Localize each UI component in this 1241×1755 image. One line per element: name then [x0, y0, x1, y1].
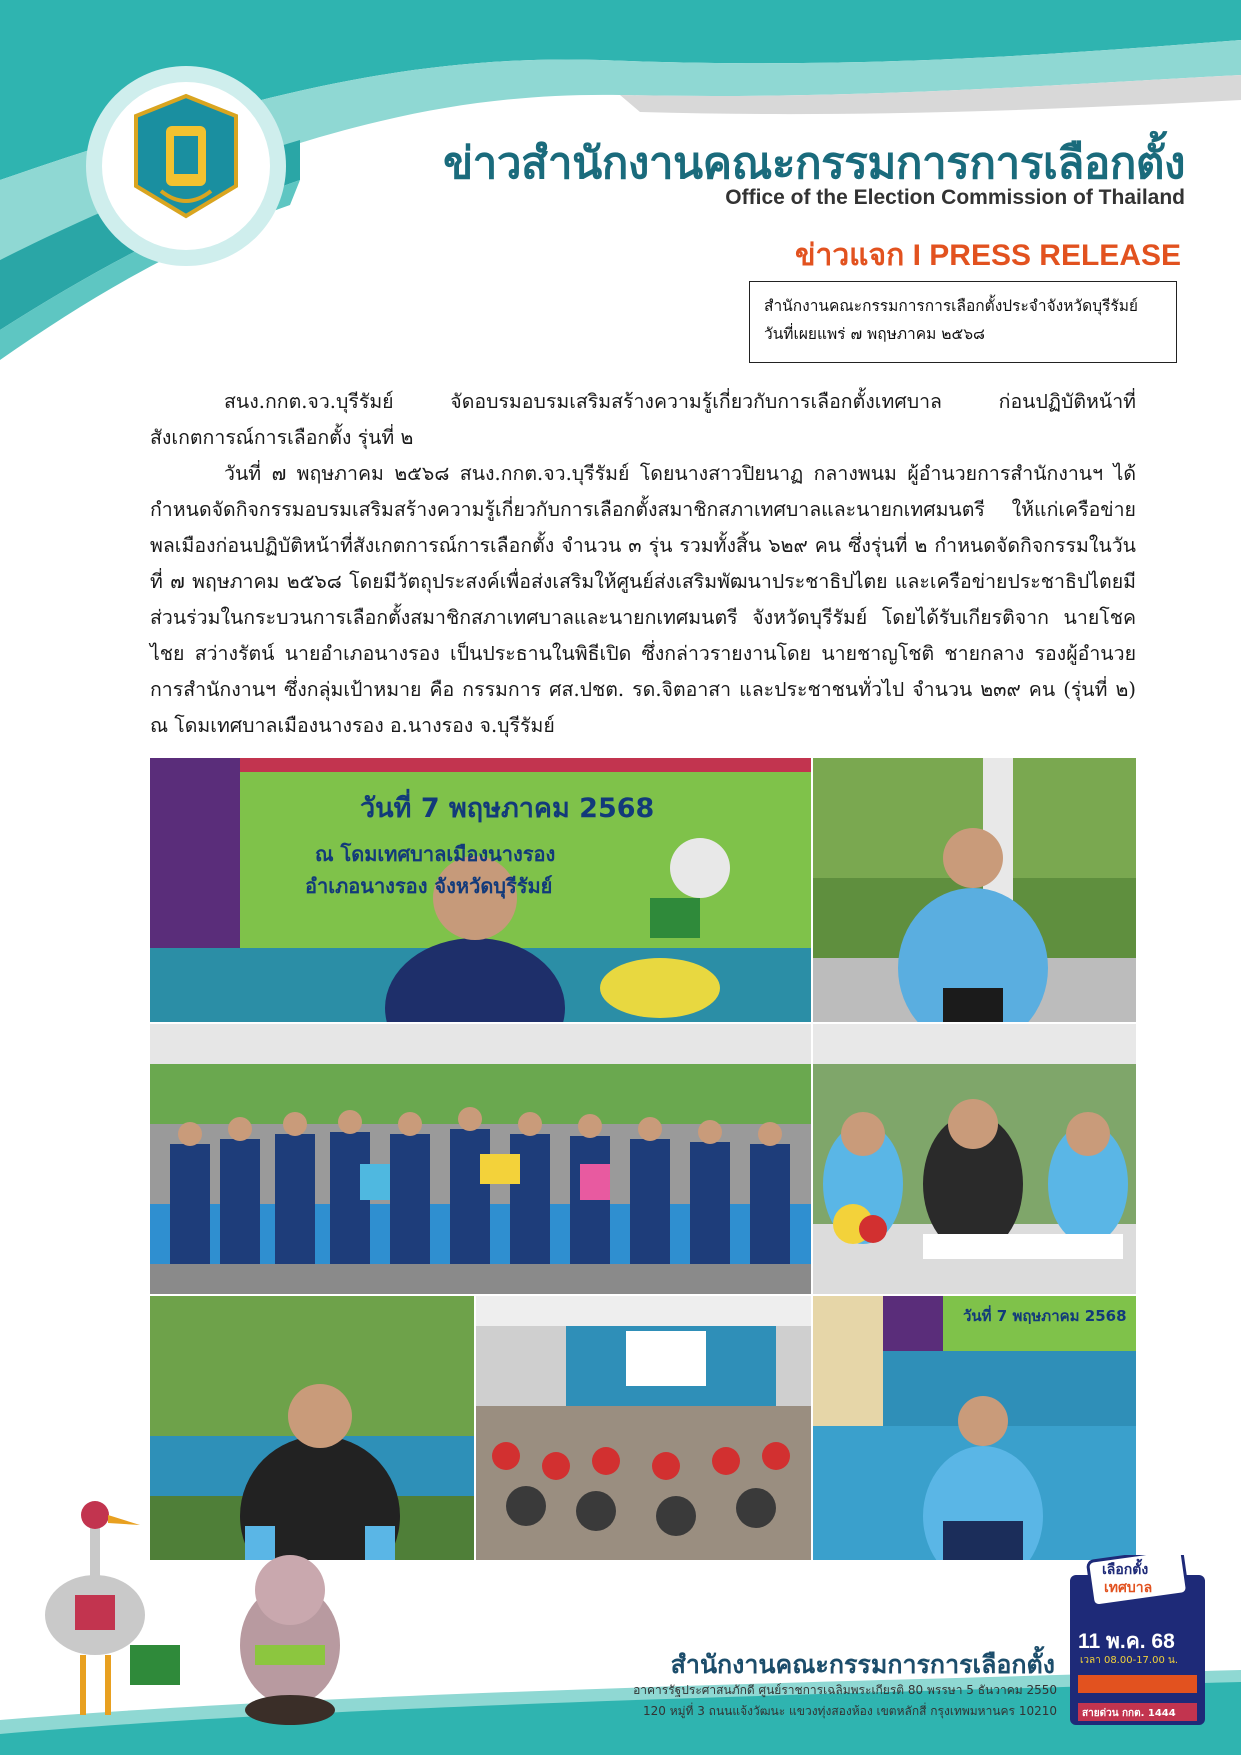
article-headline: สนง.กกต.จว.บุรีรัมย์ จัดอบรมอบรมเสริมสร้างความรู้เกี่ยวกับการเลือกตั้งเทศบาล ก่อนปฏิบัติหน้าที่สังเกตการณ์การเลือกตั้ง รุ่นที่ ๒	[150, 390, 1136, 449]
article-paragraph: วันที่ ๗ พฤษภาคม ๒๕๖๘ สนง.กกต.จว.บุรีรัมย์ โดยนางสาวปิยนาฏ กลางพนม ผู้อำนวยการสำนักงานฯ ได้กำหนดจัดกิจกรรมอบรมเสริมสร้างความรู้เกี่ยวกับการเลือกตั้งสมาชิกสภาเทศบาลและนายกเทศมนตรี ให้แก่เครือข่ายพลเมืองก่อนปฏิบัติหน้าที่สังเกตการณ์การเลือกตั้ง จำนวน ๓ รุ่น รวมทั้งสิ้น ๖๒๙ คน ซึ่งรุ่นที่ ๒ กำหนดจัดกิจกรรมในวันที่ ๗ พฤษภาคม ๒๕๖๘ โดยมีวัตถุประสงค์เพื่อส่งเสริมให้ศูนย์ส่งเสริมพัฒนาประชาธิปไตย และเครือข่ายประชาธิปไตยมีส่วนร่วมในกระบวนการเลือกตั้งสมาชิกสภาเทศบาลและนายกเทศมนตรี จังหวัดบุรีรัมย์ โดยได้รับเกียรติจาก นายโชคไชย สว่างรัตน์ นายอำเภอนางรอง เป็นประธานในพิธีเปิด ซึ่งกล่าวรายงานโดย นายชาญโชติ ชายกลาง รองผู้อำนวยการสำนักงานฯ ซึ่งกลุ่มเป้าหมาย คือ กรรมการ ศส.ปชต. รด.จิตอาสา และประชาชนทั่วไป จำนวน ๒๓๙ คน (รุ่นที่ ๒) ณ โดมเทศบาลเมืองนางรอง อ.นางรอง จ.บุรีรัมย์	[150, 462, 1136, 737]
header-title-english: Office of the Election Commission of Thailand	[725, 186, 1185, 209]
press-release-label: ข่าวแจก I PRESS RELEASE	[794, 239, 1181, 272]
footer-address-line2: 120 หมู่ที่ 3 ถนนแจ้งวัฒนะ แขวงทุ่งสองห้อง เขตหลักสี่ กรุงเทพมหานคร 10210	[642, 1704, 1057, 1718]
photo-audience	[476, 1296, 811, 1560]
photo-speaker-outdoor	[813, 758, 1136, 1022]
election-day-badge	[1070, 1555, 1205, 1725]
badge-title-line2: เทศบาล	[1104, 1580, 1153, 1596]
header-title-thai: ข่าวสำนักงานคณะกรรมการการเลือกตั้ง	[443, 138, 1185, 189]
badge-date: 11 พ.ค. 68	[1078, 1630, 1175, 1653]
badge-time: เวลา 08.00-17.00 น.	[1080, 1655, 1179, 1666]
ect-emblem-logo	[86, 66, 286, 266]
article-body	[150, 384, 1136, 744]
footer-organization: สำนักงานคณะกรรมการการเลือกตั้ง	[670, 1650, 1055, 1679]
info-box	[749, 281, 1177, 363]
info-office: สำนักงานคณะกรรมการการเลือกตั้งประจำจังหวัดบุรีรัมย์	[764, 297, 1138, 315]
banner-date: วันที่ 7 พฤษภาคม 2568	[360, 793, 655, 824]
photo-woman-speaker	[813, 1296, 1136, 1560]
photo-opening-speaker	[150, 758, 811, 1022]
info-publish-date: วันที่เผยแพร่ ๗ พฤษภาคม ๒๕๖๘	[764, 325, 986, 343]
photo-group-participants	[150, 1024, 811, 1294]
footer-address-line1: อาคารรัฐประศาสนภักดี ศูนย์ราชการเฉลิมพระเกียรติ 80 พรรษา 5 ธันวาคม 2550	[633, 1683, 1057, 1697]
banner-district: อำเภอนางรอง จังหวัดบุรีรัมย์	[305, 874, 553, 898]
badge-title-line1: เลือกตั้ง	[1102, 1562, 1149, 1578]
banner-small-date: วันที่ 7 พฤษภาคม 2568	[963, 1307, 1127, 1325]
mascot-illustration	[20, 1495, 360, 1725]
banner-venue: ณ โดมเทศบาลเมืองนางรอง	[315, 842, 556, 866]
badge-hotline: สายด่วน กกต. 1444	[1082, 1708, 1176, 1719]
photo-head-table	[813, 1024, 1136, 1294]
